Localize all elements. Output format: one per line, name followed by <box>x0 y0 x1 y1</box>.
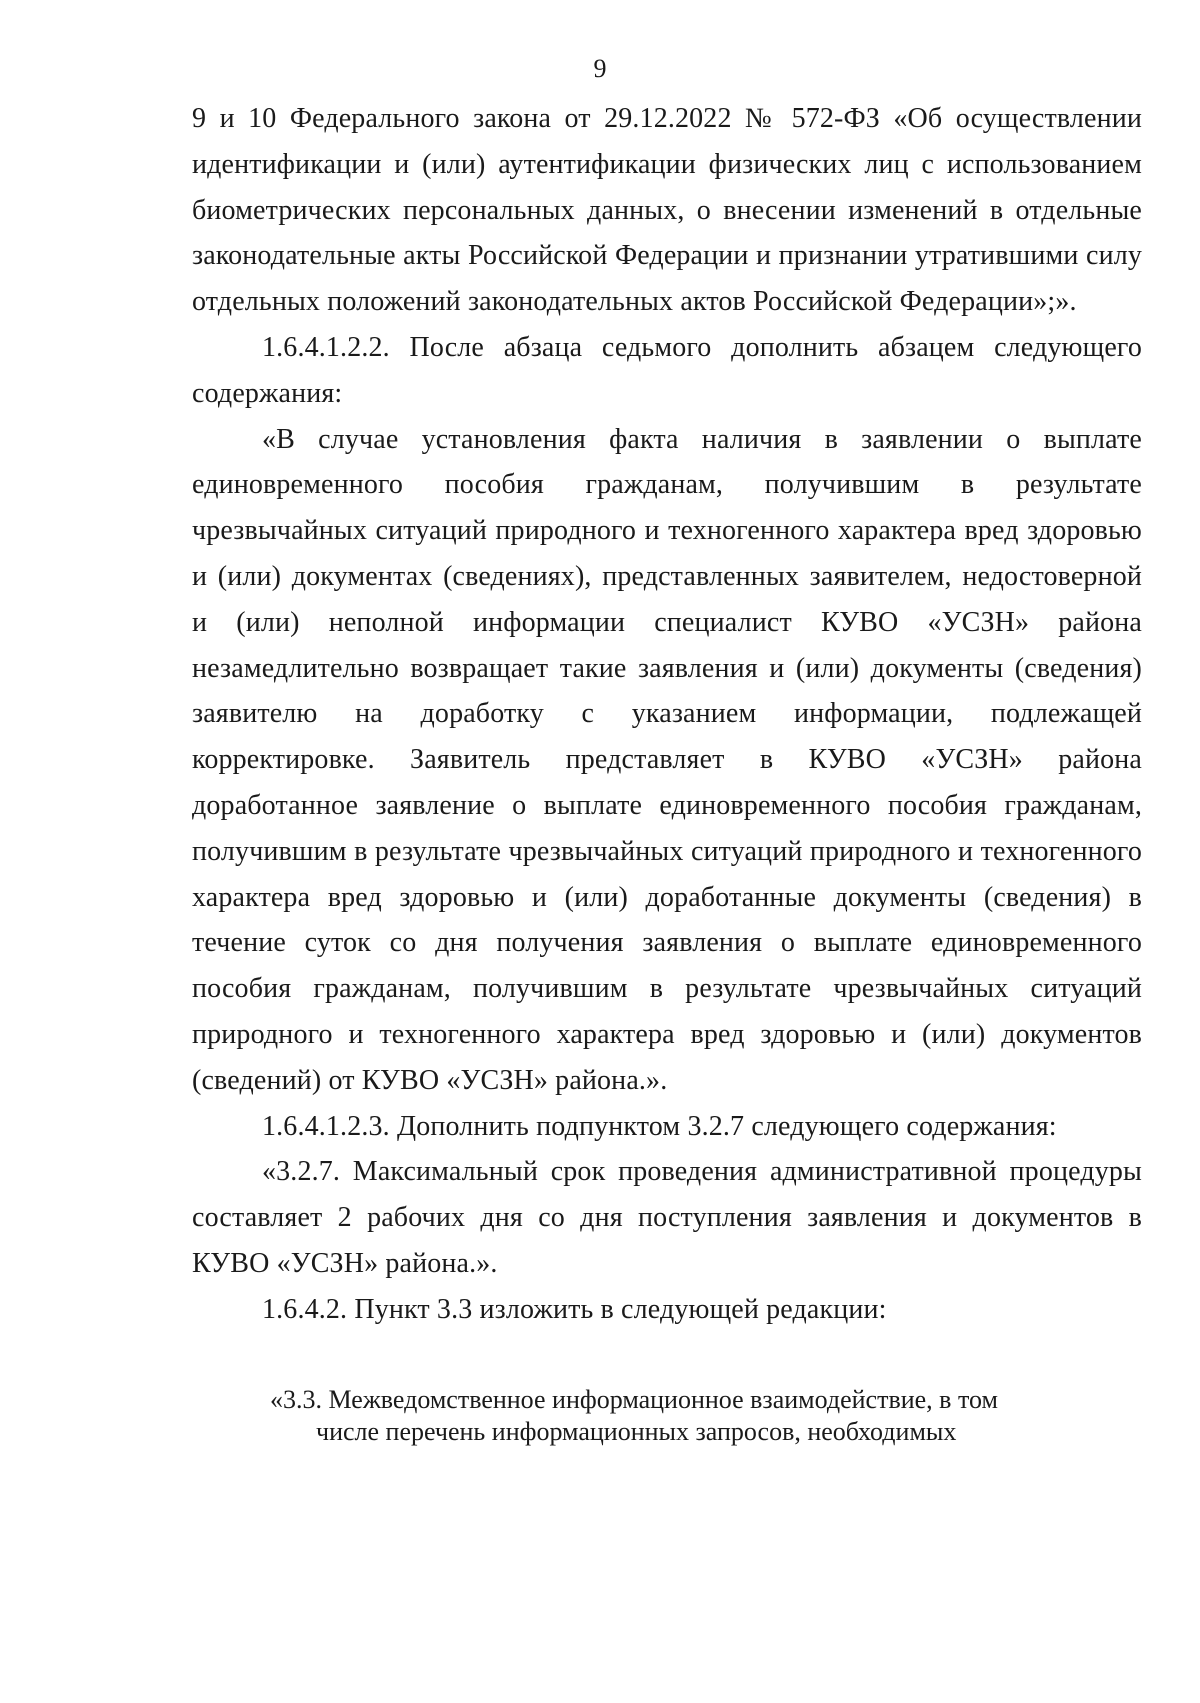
paragraph-1-6-4-2: 1.6.4.2. Пункт 3.3 изложить в следующей редакции: <box>262 1293 887 1325</box>
section-heading-line-1: «3.3. Межведомственное информационное взаимодействие, в том <box>270 1385 998 1414</box>
page-number: 9 <box>593 54 607 83</box>
paragraph-1-6-4-1-2-3: 1.6.4.1.2.3. Дополнить подпунктом 3.2.7 следующего содержания: <box>262 1110 1057 1142</box>
paragraph-law-reference: 9 и 10 Федерального закона от 29.12.2022 № 572-ФЗ «Об осуществлении идентификации и (или) аутентификации физических лиц с использованием биометрических персональных данных, о внесении изменений в отдельные законодательные акты Российской Федерации и признании утратившими силу отдельных положений законодательных актов Российской Федерации»;». <box>192 103 1142 318</box>
section-heading-3-3 <box>270 1384 1110 1448</box>
paragraph-quoted-amendment: «В случае установления факта наличия в заявлении о выплате единовременного пособия гражданам, получившим в результате чрезвычайных ситуаций природного и техногенного характера вред здоровью и (или) документах (сведениях), представленных заявителем, недостоверной и (или) неполной информации специалист КУВО «УСЗН» района незамедлительно возвращает такие заявления и (или) документы (сведения) заявителю на доработку с указанием информации, подлежащей корректировке. Заявитель представляет в КУВО «УСЗН» района доработанное заявление о выплате единовременного пособия гражданам, получившим в результате чрезвычайных ситуаций природного и техногенного характера вред здоровью и (или) доработанные документы (сведения) в течение суток со дня получения заявления о выплате единовременного пособия гражданам, получившим в результате чрезвычайных ситуаций природного и техногенного характера вред здоровью и (или) документов (сведений) от КУВО «УСЗН» района.». <box>192 423 1142 1096</box>
document-body <box>192 96 1142 1333</box>
section-heading-line-2: числе перечень информационных запросов, необходимых <box>316 1417 957 1446</box>
paragraph-3-2-7: «3.2.7. Максимальный срок проведения административной процедуры составляет 2 рабочих дня со дня поступления заявления и документов в КУВО «УСЗН» района.». <box>192 1156 1142 1279</box>
paragraph-1-6-4-1-2-2: 1.6.4.1.2.2. После абзаца седьмого дополнить абзацем следующего содержания: <box>192 331 1142 409</box>
